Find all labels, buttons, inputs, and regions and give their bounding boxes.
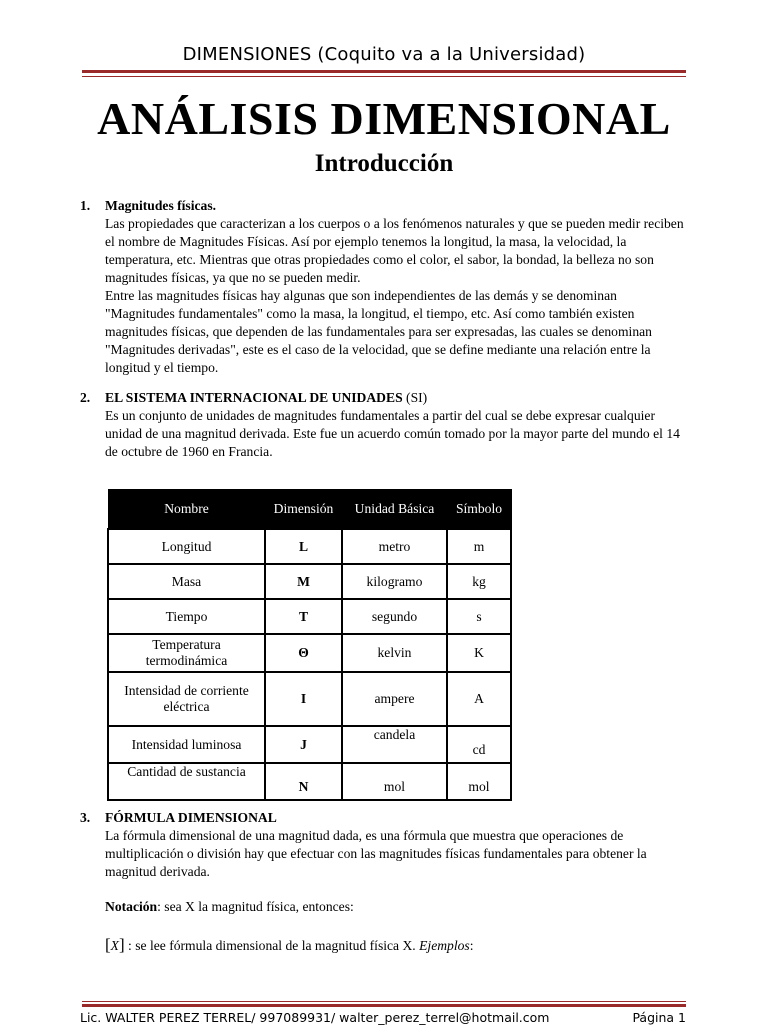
cell-symbol: cd — [447, 726, 511, 763]
cell-name: Intensidad luminosa — [108, 726, 265, 763]
section-formula-dimensional — [80, 809, 690, 881]
column-header: Símbolo — [447, 490, 511, 530]
cell-unit: mol — [342, 763, 447, 800]
table-row — [108, 634, 511, 672]
section-paragraph: La fórmula dimensional de una magnitud dada, es una fórmula que muestra que operaciones de multiplicación o división hay que efectuar con las magnitudes físicas fundamentales para obtener la magnitud derivada. — [105, 828, 647, 879]
section-title: FÓRMULA DIMENSIONAL — [105, 810, 277, 825]
table-row — [108, 672, 511, 726]
section-magnitudes-fisicas — [80, 197, 690, 377]
cell-name: Masa — [108, 564, 265, 599]
column-header: Dimensión — [265, 490, 342, 530]
page-footer — [80, 1010, 686, 1025]
header-rule-thick — [82, 70, 686, 73]
cell-symbol: kg — [447, 564, 511, 599]
cell-unit: metro — [342, 529, 447, 564]
table-row — [108, 599, 511, 634]
cell-dimension: Θ — [265, 634, 342, 672]
cell-name: Intensidad de corriente eléctrica — [108, 672, 265, 726]
section-number: 1. — [80, 198, 91, 213]
cell-unit: candela — [342, 726, 447, 763]
footer-author: Lic. WALTER PEREZ TERREL/ 997089931/ walter_perez_terrel@hotmail.com — [80, 1010, 550, 1025]
cell-unit: segundo — [342, 599, 447, 634]
footer-rule-thick — [82, 1004, 686, 1007]
cell-symbol: K — [447, 634, 511, 672]
formula-text: : se lee fórmula dimensional de la magnitud física X. — [124, 938, 420, 953]
notation-label: Notación — [105, 899, 158, 914]
page-title: ANÁLISIS DIMENSIONAL — [97, 93, 671, 144]
table-row — [108, 529, 511, 564]
cell-name: Cantidad de sustancia — [108, 763, 265, 800]
page-number: Página 1 — [632, 1010, 686, 1025]
formula-variable: X — [110, 938, 119, 953]
cell-dimension: J — [265, 726, 342, 763]
cell-unit: kelvin — [342, 634, 447, 672]
cell-name: Tiempo — [108, 599, 265, 634]
notation-text: : sea X la magnitud física, entonces: — [157, 899, 354, 914]
notation-line — [105, 899, 354, 915]
column-header: Nombre — [108, 490, 265, 530]
running-header: DIMENSIONES (Coquito va a la Universidad) — [182, 44, 586, 65]
cell-symbol: s — [447, 599, 511, 634]
cell-unit: kilogramo — [342, 564, 447, 599]
column-header: Unidad Básica — [342, 490, 447, 530]
footer-rule-thin — [82, 1001, 686, 1002]
cell-symbol: A — [447, 672, 511, 726]
cell-name: Temperatura termodinámica — [108, 634, 265, 672]
cell-dimension: L — [265, 529, 342, 564]
formula-definition: [X] : se lee fórmula dimensional de la magnitud física X. Ejemplos: — [105, 935, 474, 954]
section-sistema-internacional — [80, 389, 690, 461]
section-paragraph: Entre las magnitudes físicas hay algunas que son independientes de las demás y se denominan "Magnitudes fundamentales" como la masa, la longitud, el tiempo, etc. Así como también existen magnitudes físicas, que dependen de las fundamentales para ser expresadas, las cuales se denominan "Magnitudes derivadas", este es el caso de la velocidad, que se define mediante una relación entre la longitud y el tiempo. — [105, 288, 652, 375]
cell-dimension: T — [265, 599, 342, 634]
table-header-row — [108, 490, 511, 530]
section-paragraph: Las propiedades que caracterizan a los cuerpos o a los fenómenos naturales y que se pueden medir reciben el nombre de Magnitudes Físicas. Así por ejemplo tenemos la longitud, la masa, la velocidad, la temperatura, etc. Mientras que otras propiedades como el color, el sabor, la bondad, la belleza no son magnitudes físicas, ya que no se pueden medir. — [105, 216, 684, 285]
page-subtitle: Introducción — [314, 150, 454, 177]
section-number: 2. — [80, 390, 91, 405]
cell-dimension: I — [265, 672, 342, 726]
section-title: EL SISTEMA INTERNACIONAL DE UNIDADES (SI) — [105, 390, 428, 405]
si-units-table — [107, 489, 512, 801]
table-row — [108, 763, 511, 800]
table-row — [108, 564, 511, 599]
cell-symbol: mol — [447, 763, 511, 800]
examples-label: Ejemplos — [419, 938, 470, 953]
section-title: Magnitudes físicas. — [105, 198, 217, 213]
header-rule-thin — [82, 76, 686, 77]
cell-dimension: M — [265, 564, 342, 599]
section-number: 3. — [80, 810, 91, 825]
section-paragraph: Es un conjunto de unidades de magnitudes fundamentales a partir del cual se debe expresar cualquier unidad de una magnitud derivada. Este fue un acuerdo común tomado por la mayor parte del mundo el 14 de octubre de 1960 en Francia. — [105, 408, 680, 459]
table-row — [108, 726, 511, 763]
cell-name: Longitud — [108, 529, 265, 564]
cell-symbol: m — [447, 529, 511, 564]
cell-dimension: N — [265, 763, 342, 800]
cell-unit: ampere — [342, 672, 447, 726]
